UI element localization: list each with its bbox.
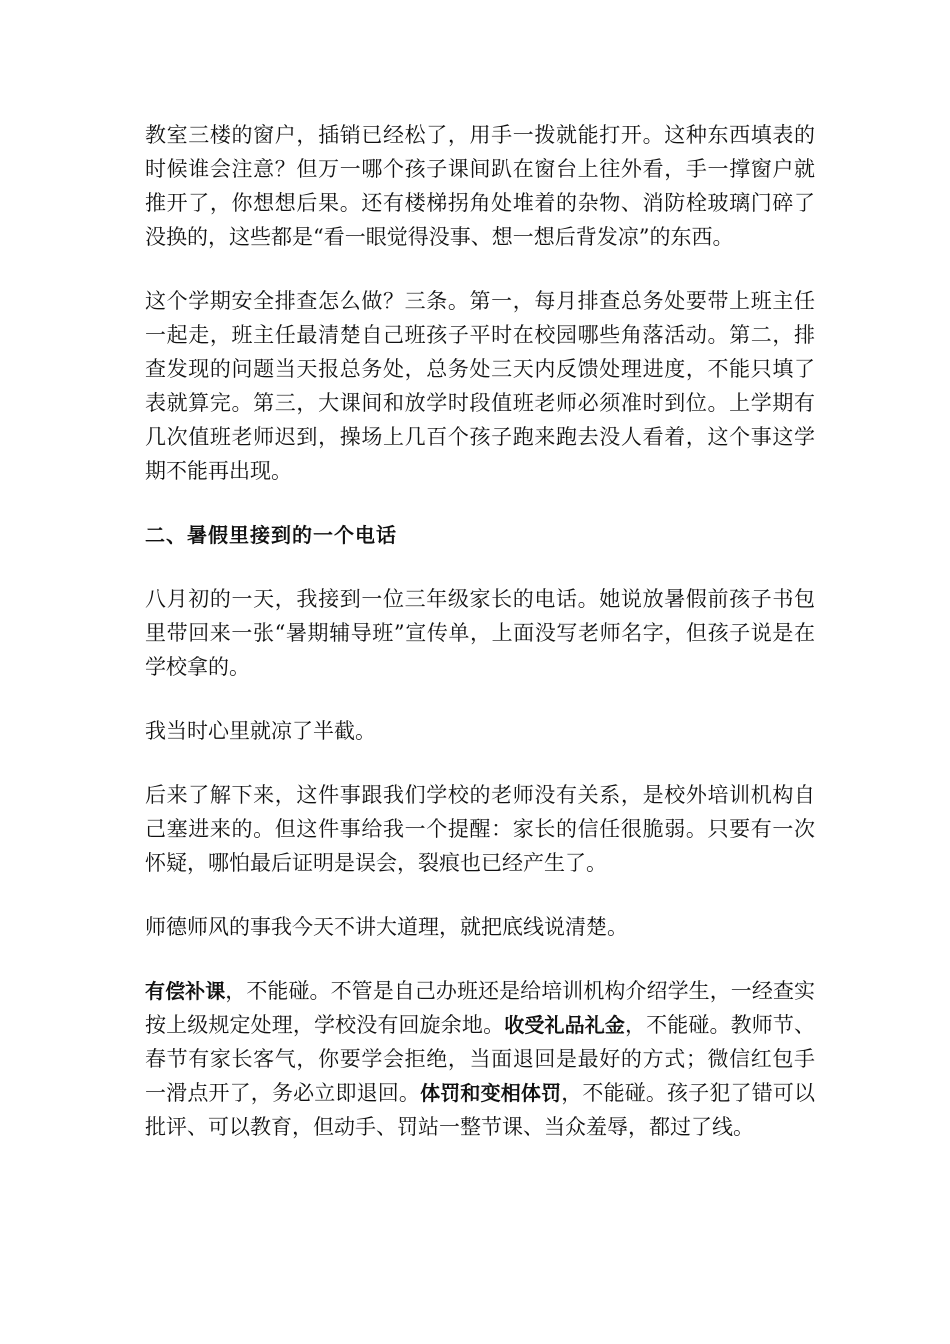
rule-corporal-punishment: 体罚和变相体罚 [420, 1081, 562, 1105]
paragraph-reaction: 我当时心里就凉了半截。 [145, 719, 376, 743]
paragraph-window-safety: 教室三楼的窗户，插销已经松了，用手一拨就能打开。这种东西填表的时候谁会注意？但万一哪个孩子课间趴在窗台上往外看，手一撑窗户就推开了，你想想后果。还有楼梯拐角处堆着的杂物、消防栓玻璃门碎了没换的，这些都是“看一眼觉得没事、想一想后背发凉”的东西。 [145, 123, 815, 249]
rule-gifts-text: ，不能碰。教师节、春节有家长客气，你要学会拒绝，当面退回是最好的方式；微信红包手一滑点开了，务必立即退回。 [145, 1013, 816, 1105]
rule-paid-tutoring: 有偿补课 [145, 979, 226, 1003]
paragraph-rules [145, 974, 815, 1144]
paragraph-phone-call: 八月初的一天，我接到一位三年级家长的电话。她说放暑假前孩子书包里带回来一张“暑期辅导班”宣传单，上面没写老师名字，但孩子说是在学校拿的。 [145, 587, 815, 679]
rule-corporal-punishment-text: ，不能碰。孩子犯了错可以批评、可以教育，但动手、罚站一整节课、当众羞辱，都过了线。 [145, 1081, 816, 1139]
paragraph-safety-inspection: 这个学期安全排查怎么做？三条。第一，每月排查总务处要带上班主任一起走，班主任最清楚自己班孩子平时在校园哪些角落活动。第二，排查发现的问题当天报总务处，总务处三天内反馈处理进度，不能只填了表就算完。第三，大课间和放学时段值班老师必须准时到位。上学期有几次值班老师迟到，操场上几百个孩子跑来跑去没人看着，这个事这学期不能再出现。 [145, 289, 815, 483]
rule-gifts: 收受礼品礼金 [504, 1013, 625, 1037]
paragraph-bottom-line: 师德师风的事我今天不讲大道理，就把底线说清楚。 [145, 915, 628, 939]
document-page [145, 118, 815, 1174]
section-heading: 二、暑假里接到的一个电话 [145, 523, 397, 547]
paragraph-trust: 后来了解下来，这件事跟我们学校的老师没有关系，是校外培训机构自己塞进来的。但这件事给我一个提醒：家长的信任很脆弱。只要有一次怀疑，哪怕最后证明是误会，裂痕也已经产生了。 [145, 783, 815, 875]
rule-paid-tutoring-text: ，不能碰。不管是自己办班还是给培训机构介绍学生，一经查实按上级规定处理，学校没有回旋余地。 [145, 979, 816, 1037]
